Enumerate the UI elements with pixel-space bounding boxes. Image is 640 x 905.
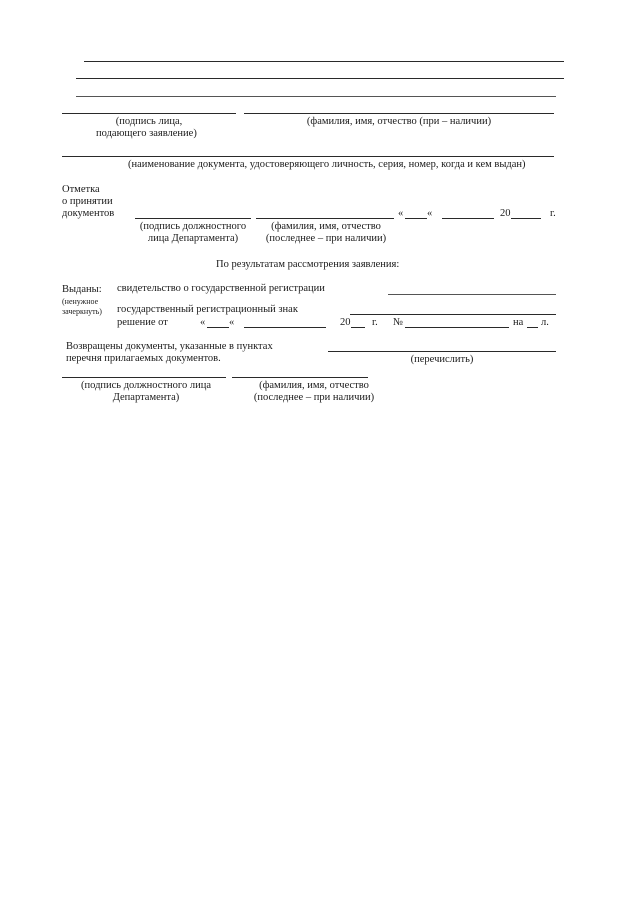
- issued-certificate-line[interactable]: [388, 294, 556, 295]
- issued-decision-from[interactable]: решение от: [117, 317, 168, 328]
- acceptance-official-name-line[interactable]: [256, 218, 394, 219]
- id-document-caption: (наименование документа, удостоверяющего личность, серия, номер, когда и кем выдан): [128, 159, 526, 170]
- returned-text-2: перечня прилагаемых документов.: [66, 353, 221, 364]
- top-blank-line-2[interactable]: [76, 78, 564, 79]
- issued-certificate-option[interactable]: свидетельство о государственной регистрации: [117, 283, 325, 294]
- acceptance-year-prefix: 20: [500, 208, 511, 219]
- final-official-signature-caption-2: Департамента): [112, 392, 180, 403]
- acceptance-label-3: документов: [62, 208, 115, 219]
- returned-text-1: Возвращены документы, указанные в пунктах: [66, 341, 273, 352]
- issued-pages-prefix: на: [513, 317, 524, 328]
- issued-quote-open: «: [200, 317, 206, 328]
- issued-number-sign: №: [393, 317, 404, 328]
- acceptance-official-name-caption-2: (последнее – при наличии): [265, 233, 387, 244]
- issued-day-line[interactable]: [207, 327, 229, 328]
- acceptance-official-signature-caption-2: лица Департамента): [147, 233, 239, 244]
- issued-note-2: зачеркнуть): [62, 307, 102, 316]
- issued-note-1: (ненужное: [62, 297, 99, 306]
- acceptance-official-signature-line[interactable]: [135, 218, 251, 219]
- acceptance-quote-close: «: [427, 208, 433, 219]
- final-official-signature-line[interactable]: [62, 377, 226, 378]
- acceptance-label-1: Отметка: [62, 184, 100, 195]
- review-heading: По результатам рассмотрения заявления:: [216, 259, 400, 270]
- final-official-name-caption-2: (последнее – при наличии): [253, 392, 375, 403]
- acceptance-year-suffix: г.: [550, 208, 556, 219]
- issued-plate-line[interactable]: [350, 314, 556, 315]
- acceptance-official-signature-caption-1: (подпись должностного: [139, 221, 247, 232]
- final-official-name-caption-1: (фамилия, имя, отчество: [259, 380, 369, 391]
- final-official-name-line[interactable]: [232, 377, 368, 378]
- applicant-name-line[interactable]: [244, 113, 554, 114]
- issued-year-line[interactable]: [351, 327, 365, 328]
- issued-pages-suffix: л.: [541, 317, 549, 328]
- issued-number-line[interactable]: [405, 327, 509, 328]
- applicant-signature-line[interactable]: [62, 113, 236, 114]
- issued-year-suffix: г.: [372, 317, 378, 328]
- applicant-name-caption: (фамилия, имя, отчество (при – наличии): [306, 116, 492, 127]
- acceptance-label-2: о принятии: [62, 196, 113, 207]
- issued-pages-line[interactable]: [527, 327, 538, 328]
- issued-plate-option[interactable]: государственный регистрационный знак: [117, 304, 298, 315]
- issued-year-prefix: 20: [340, 317, 351, 328]
- returned-list-caption: (перечислить): [410, 354, 474, 365]
- acceptance-day-line[interactable]: [405, 218, 427, 219]
- issued-quote-close: «: [229, 317, 235, 328]
- issued-label: Выданы:: [62, 284, 102, 295]
- final-official-signature-caption-1: (подпись должностного лица: [81, 380, 211, 391]
- id-document-line[interactable]: [62, 156, 554, 157]
- top-blank-line-3[interactable]: [76, 96, 556, 97]
- applicant-signature-caption-2: подающего заявление): [96, 128, 197, 139]
- acceptance-quote-open: «: [398, 208, 404, 219]
- acceptance-month-line[interactable]: [442, 218, 494, 219]
- acceptance-official-name-caption-1: (фамилия, имя, отчество: [271, 221, 381, 232]
- top-blank-line-1[interactable]: [84, 61, 564, 62]
- issued-month-line[interactable]: [244, 327, 326, 328]
- returned-list-line[interactable]: [328, 351, 556, 352]
- applicant-signature-caption-1: (подпись лица,: [115, 116, 183, 127]
- acceptance-year-line[interactable]: [511, 218, 541, 219]
